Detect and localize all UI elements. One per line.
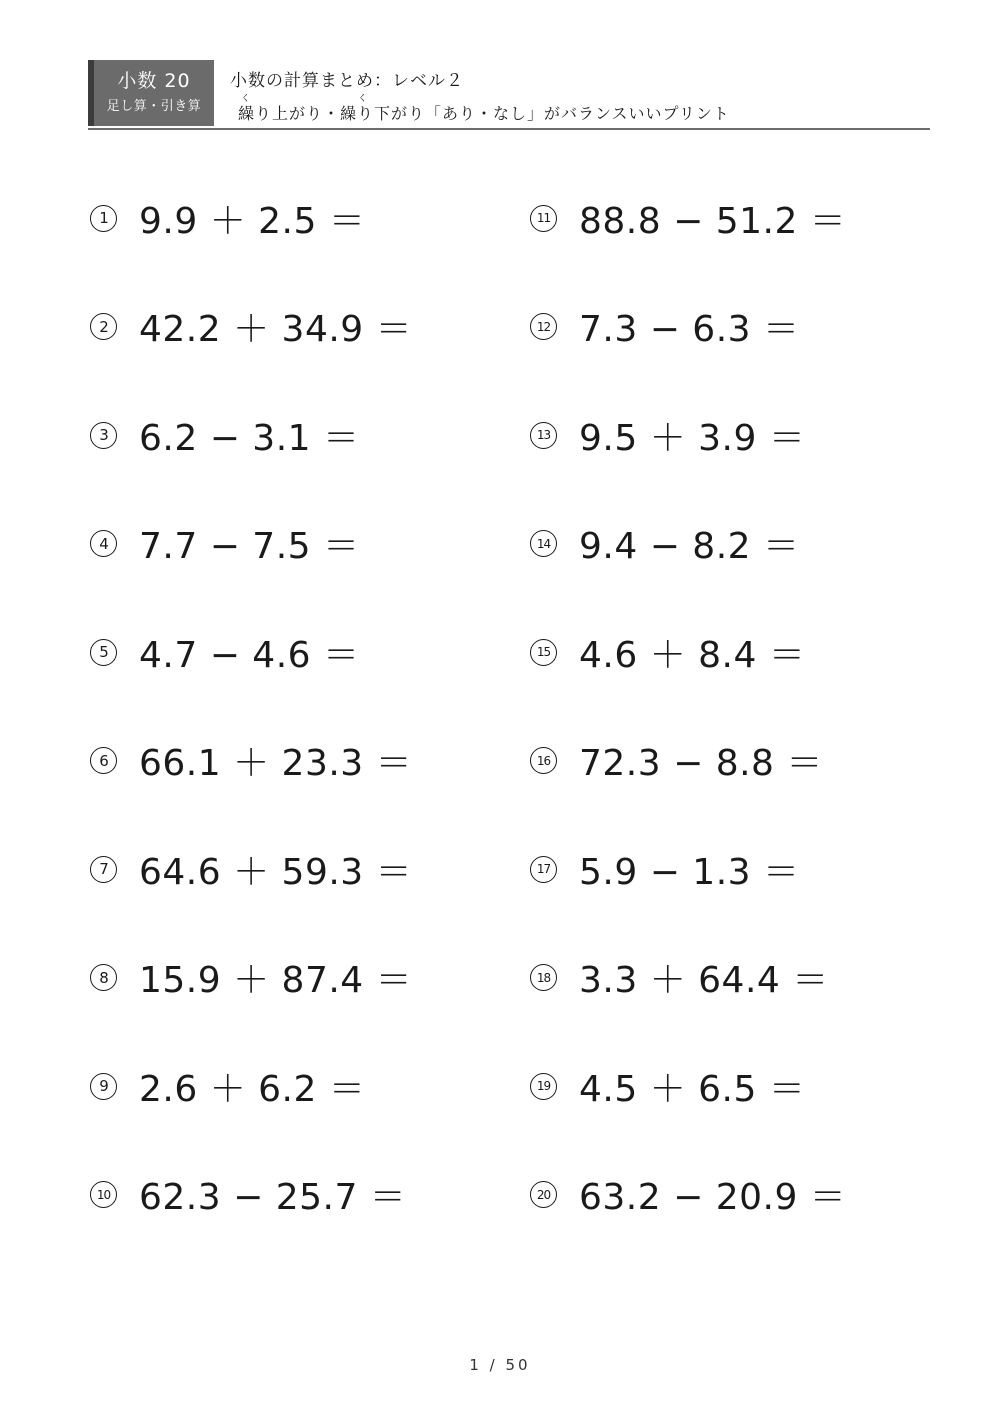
problem-item — [530, 295, 950, 359]
problem-expression: 63.2 − 20.9 ＝ — [579, 1177, 847, 1218]
problem-expression: 9.9 ＋ 2.5 ＝ — [139, 200, 366, 242]
problem-item — [90, 946, 530, 1010]
furigana-mark: く — [241, 94, 251, 104]
problem-item — [90, 295, 530, 359]
problem-number: 12 — [530, 313, 557, 340]
problem-number: 9 — [90, 1073, 117, 1100]
worksheet-topic: 足し算・引き算 — [106, 99, 202, 114]
problem-item — [530, 837, 950, 901]
problem-expression: 2.6 ＋ 6.2 ＝ — [139, 1068, 366, 1110]
problem-number: 14 — [530, 530, 557, 557]
problem-item — [530, 512, 950, 576]
problem-expression: 72.3 − 8.8 ＝ — [579, 743, 823, 784]
problem-item — [530, 729, 950, 793]
problem-item — [90, 1054, 530, 1118]
problem-expression: 4.6 ＋ 8.4 ＝ — [579, 634, 806, 676]
problem-item — [530, 1163, 950, 1227]
problem-expression: 7.3 − 6.3 ＝ — [579, 309, 800, 350]
problem-number: 1 — [90, 205, 117, 232]
problem-expression: 9.5 ＋ 3.9 ＝ — [579, 417, 806, 459]
problem-expression: 64.6 ＋ 59.3 ＝ — [139, 851, 413, 893]
problem-expression: 9.4 − 8.2 ＝ — [579, 526, 800, 567]
problem-number: 7 — [90, 856, 117, 883]
worksheet-subtitle: 繰り上がり・繰り下がり「あり・なし」がバランスいいプリント — [238, 104, 730, 123]
problem-item — [530, 620, 950, 684]
problem-number: 13 — [530, 422, 557, 449]
worksheet-title: 小数の計算まとめ：レベル２ — [230, 71, 464, 91]
problem-expression: 88.8 − 51.2 ＝ — [579, 200, 847, 242]
problem-item — [90, 1163, 530, 1227]
problem-number: 6 — [90, 747, 117, 774]
problem-number: 15 — [530, 639, 557, 666]
problem-item — [90, 620, 530, 684]
problem-item — [530, 1054, 950, 1118]
problem-expression: 4.5 ＋ 6.5 ＝ — [579, 1068, 806, 1110]
problem-item — [90, 403, 530, 467]
worksheet-header — [88, 60, 930, 130]
problem-grid — [90, 186, 950, 1276]
problem-expression: 42.2 ＋ 34.9 ＝ — [139, 309, 413, 350]
problem-item — [530, 946, 950, 1010]
problem-number: 18 — [530, 964, 557, 991]
problem-expression: 66.1 ＋ 23.3 ＝ — [139, 743, 413, 784]
problem-number: 3 — [90, 422, 117, 449]
problem-number: 8 — [90, 964, 117, 991]
problem-item — [90, 512, 530, 576]
problem-item — [530, 186, 950, 250]
problem-expression: 15.9 ＋ 87.4 ＝ — [139, 960, 413, 1001]
problem-expression: 62.3 − 25.7 ＝ — [139, 1177, 407, 1218]
problem-number: 19 — [530, 1073, 557, 1100]
problem-item — [530, 403, 950, 467]
problem-number: 10 — [90, 1181, 117, 1208]
problem-expression: 4.7 − 4.6 ＝ — [139, 634, 360, 676]
furigana-mark: く — [358, 94, 368, 104]
level-label-box — [88, 60, 214, 126]
problem-expression: 5.9 − 1.3 ＝ — [579, 851, 800, 893]
problem-number: 5 — [90, 639, 117, 666]
worksheet-number: 小数 20 — [117, 70, 191, 92]
page-number: 1 / 50 — [469, 1356, 531, 1374]
problem-number: 4 — [90, 530, 117, 557]
problem-item — [90, 729, 530, 793]
problem-expression: 6.2 − 3.1 ＝ — [139, 417, 360, 459]
problem-item — [90, 186, 530, 250]
problem-item — [90, 837, 530, 901]
problem-number: 16 — [530, 747, 557, 774]
problem-number: 11 — [530, 205, 557, 232]
problem-number: 17 — [530, 856, 557, 883]
problem-number: 20 — [530, 1181, 557, 1208]
problem-expression: 3.3 ＋ 64.4 ＝ — [579, 960, 829, 1001]
problem-expression: 7.7 − 7.5 ＝ — [139, 526, 360, 567]
problem-number: 2 — [90, 313, 117, 340]
